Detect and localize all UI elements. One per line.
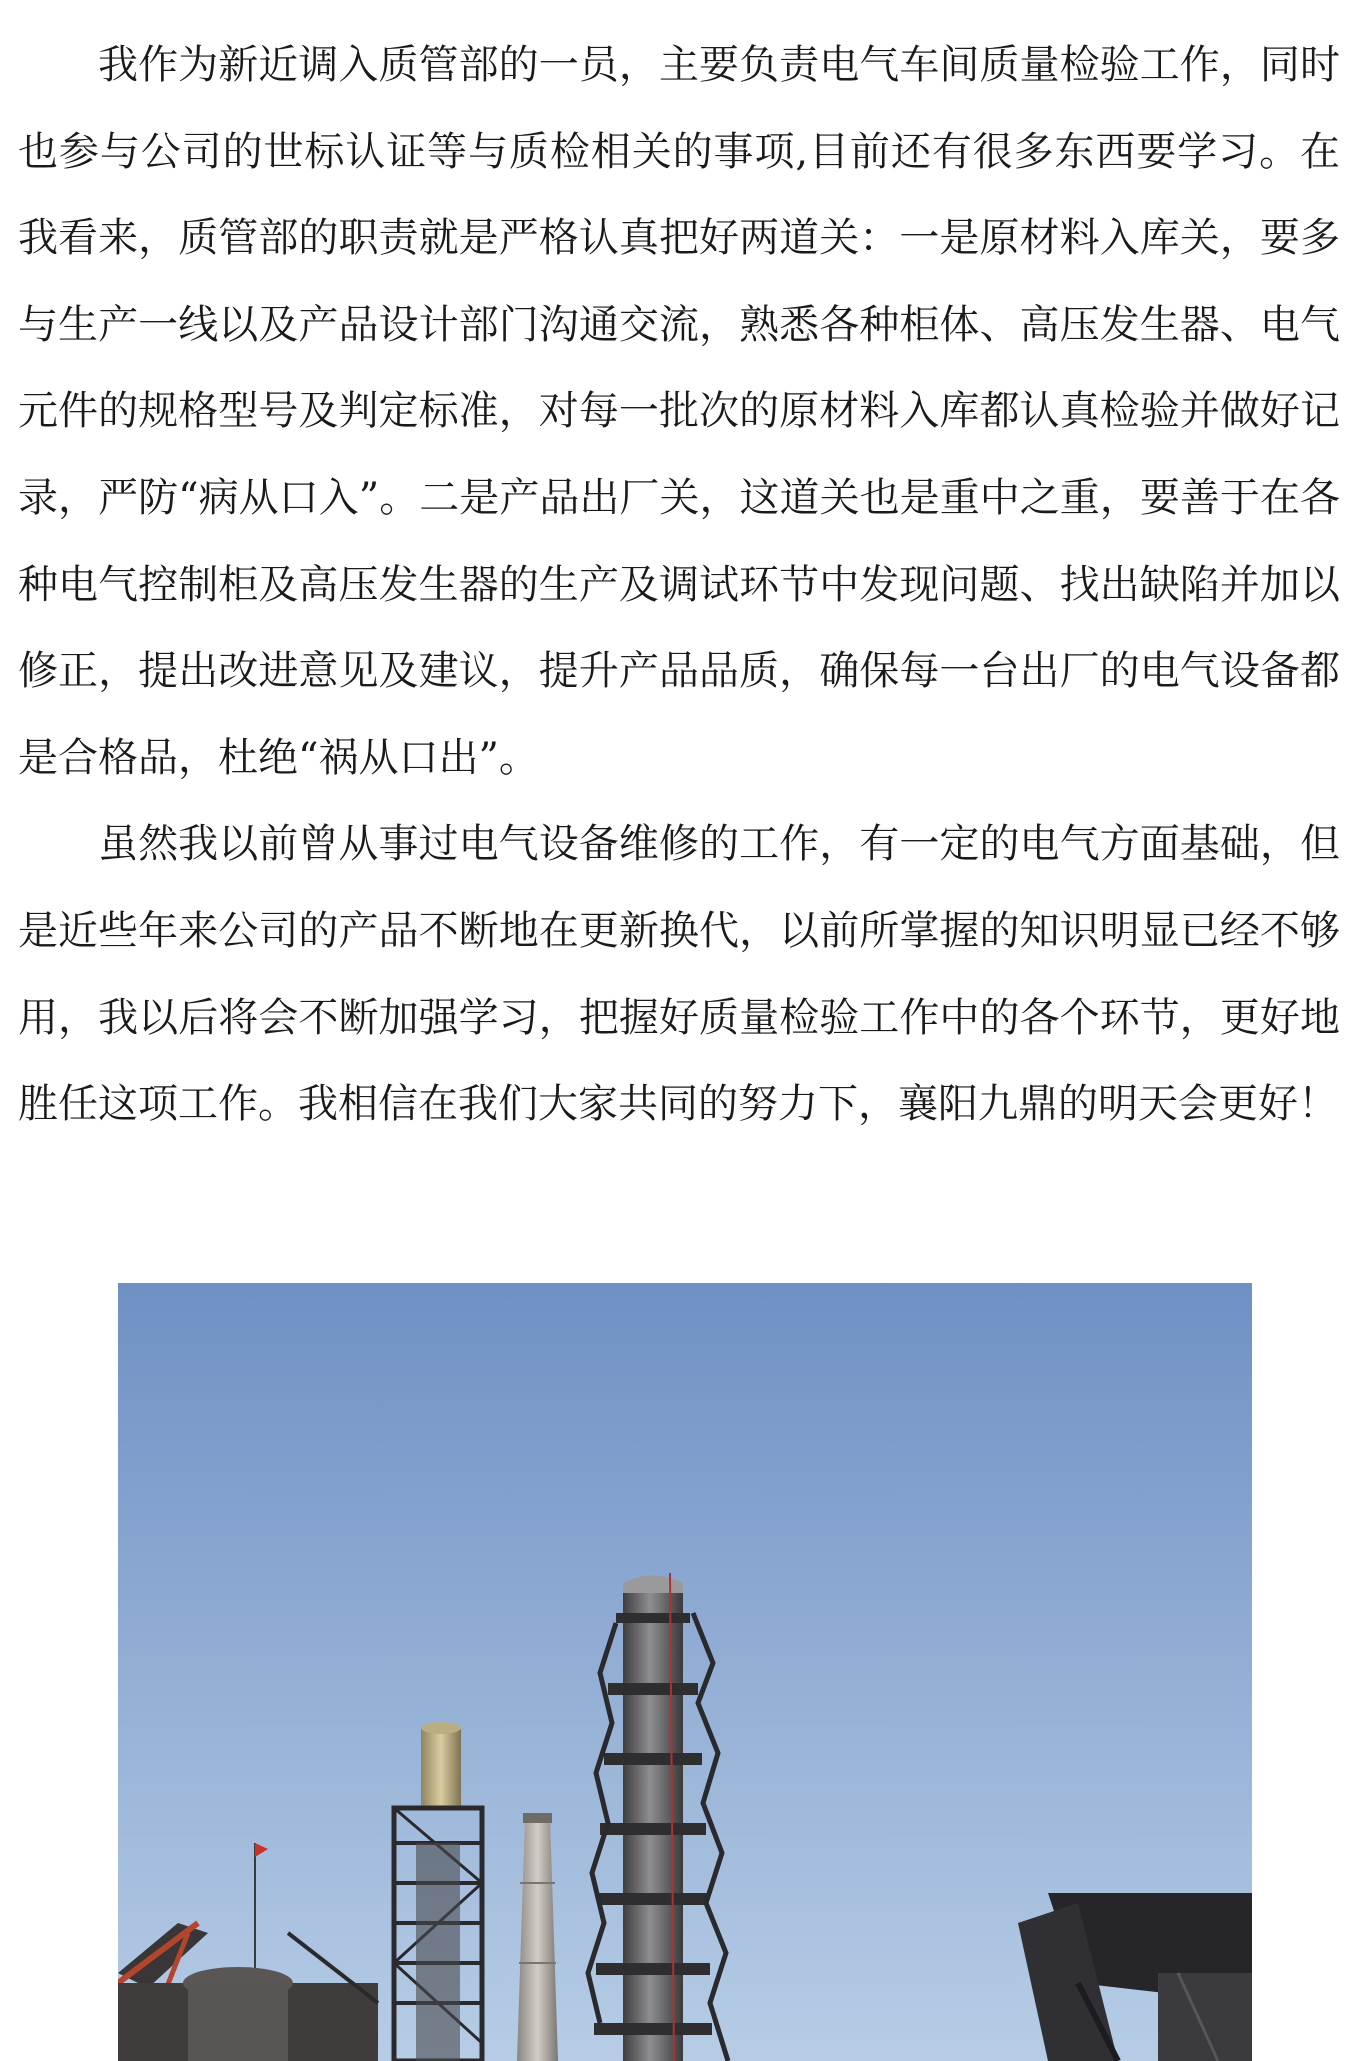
paragraph-1: 我作为新近调入质管部的一员，主要负责电气车间质量检验工作，同时也参与公司的世标认证等与质检相关的事项,目前还有很多东西要学习。在我看来，质管部的职责就是严格认真把好两道关：一是原材料入库关，要多与生产一线以及产品设计部门沟通交流，熟悉各种柜体、高压发生器、电气元件的规格型号及判定标准，对每一批次的原材料入库都认真检验并做好记录，严防“病从口入”。二是产品出厂关，这道关也是重中之重，要善于在各种电气控制柜及高压发生器的生产及调试环节中发现问题、找出缺陷并加以修正，提出改进意见及建议，提升产品品质，确保每一台出厂的电气设备都是合格品，杜绝“祸从口出”。 <box>18 42 1340 781</box>
article-body <box>18 22 1340 1148</box>
paragraph-2: 虽然我以前曾从事过电气设备维修的工作，有一定的电气方面基础，但是近些年来公司的产品不断地在更新换代，以前所掌握的知识明显已经不够用，我以后将会不断加强学习，把握好质量检验工作中的各个环节，更好地胜任这项工作。我相信在我们大家共同的努力下，襄阳九鼎的明天会更好！ <box>18 821 1340 1128</box>
industrial-towers-photo <box>118 1283 1252 2061</box>
